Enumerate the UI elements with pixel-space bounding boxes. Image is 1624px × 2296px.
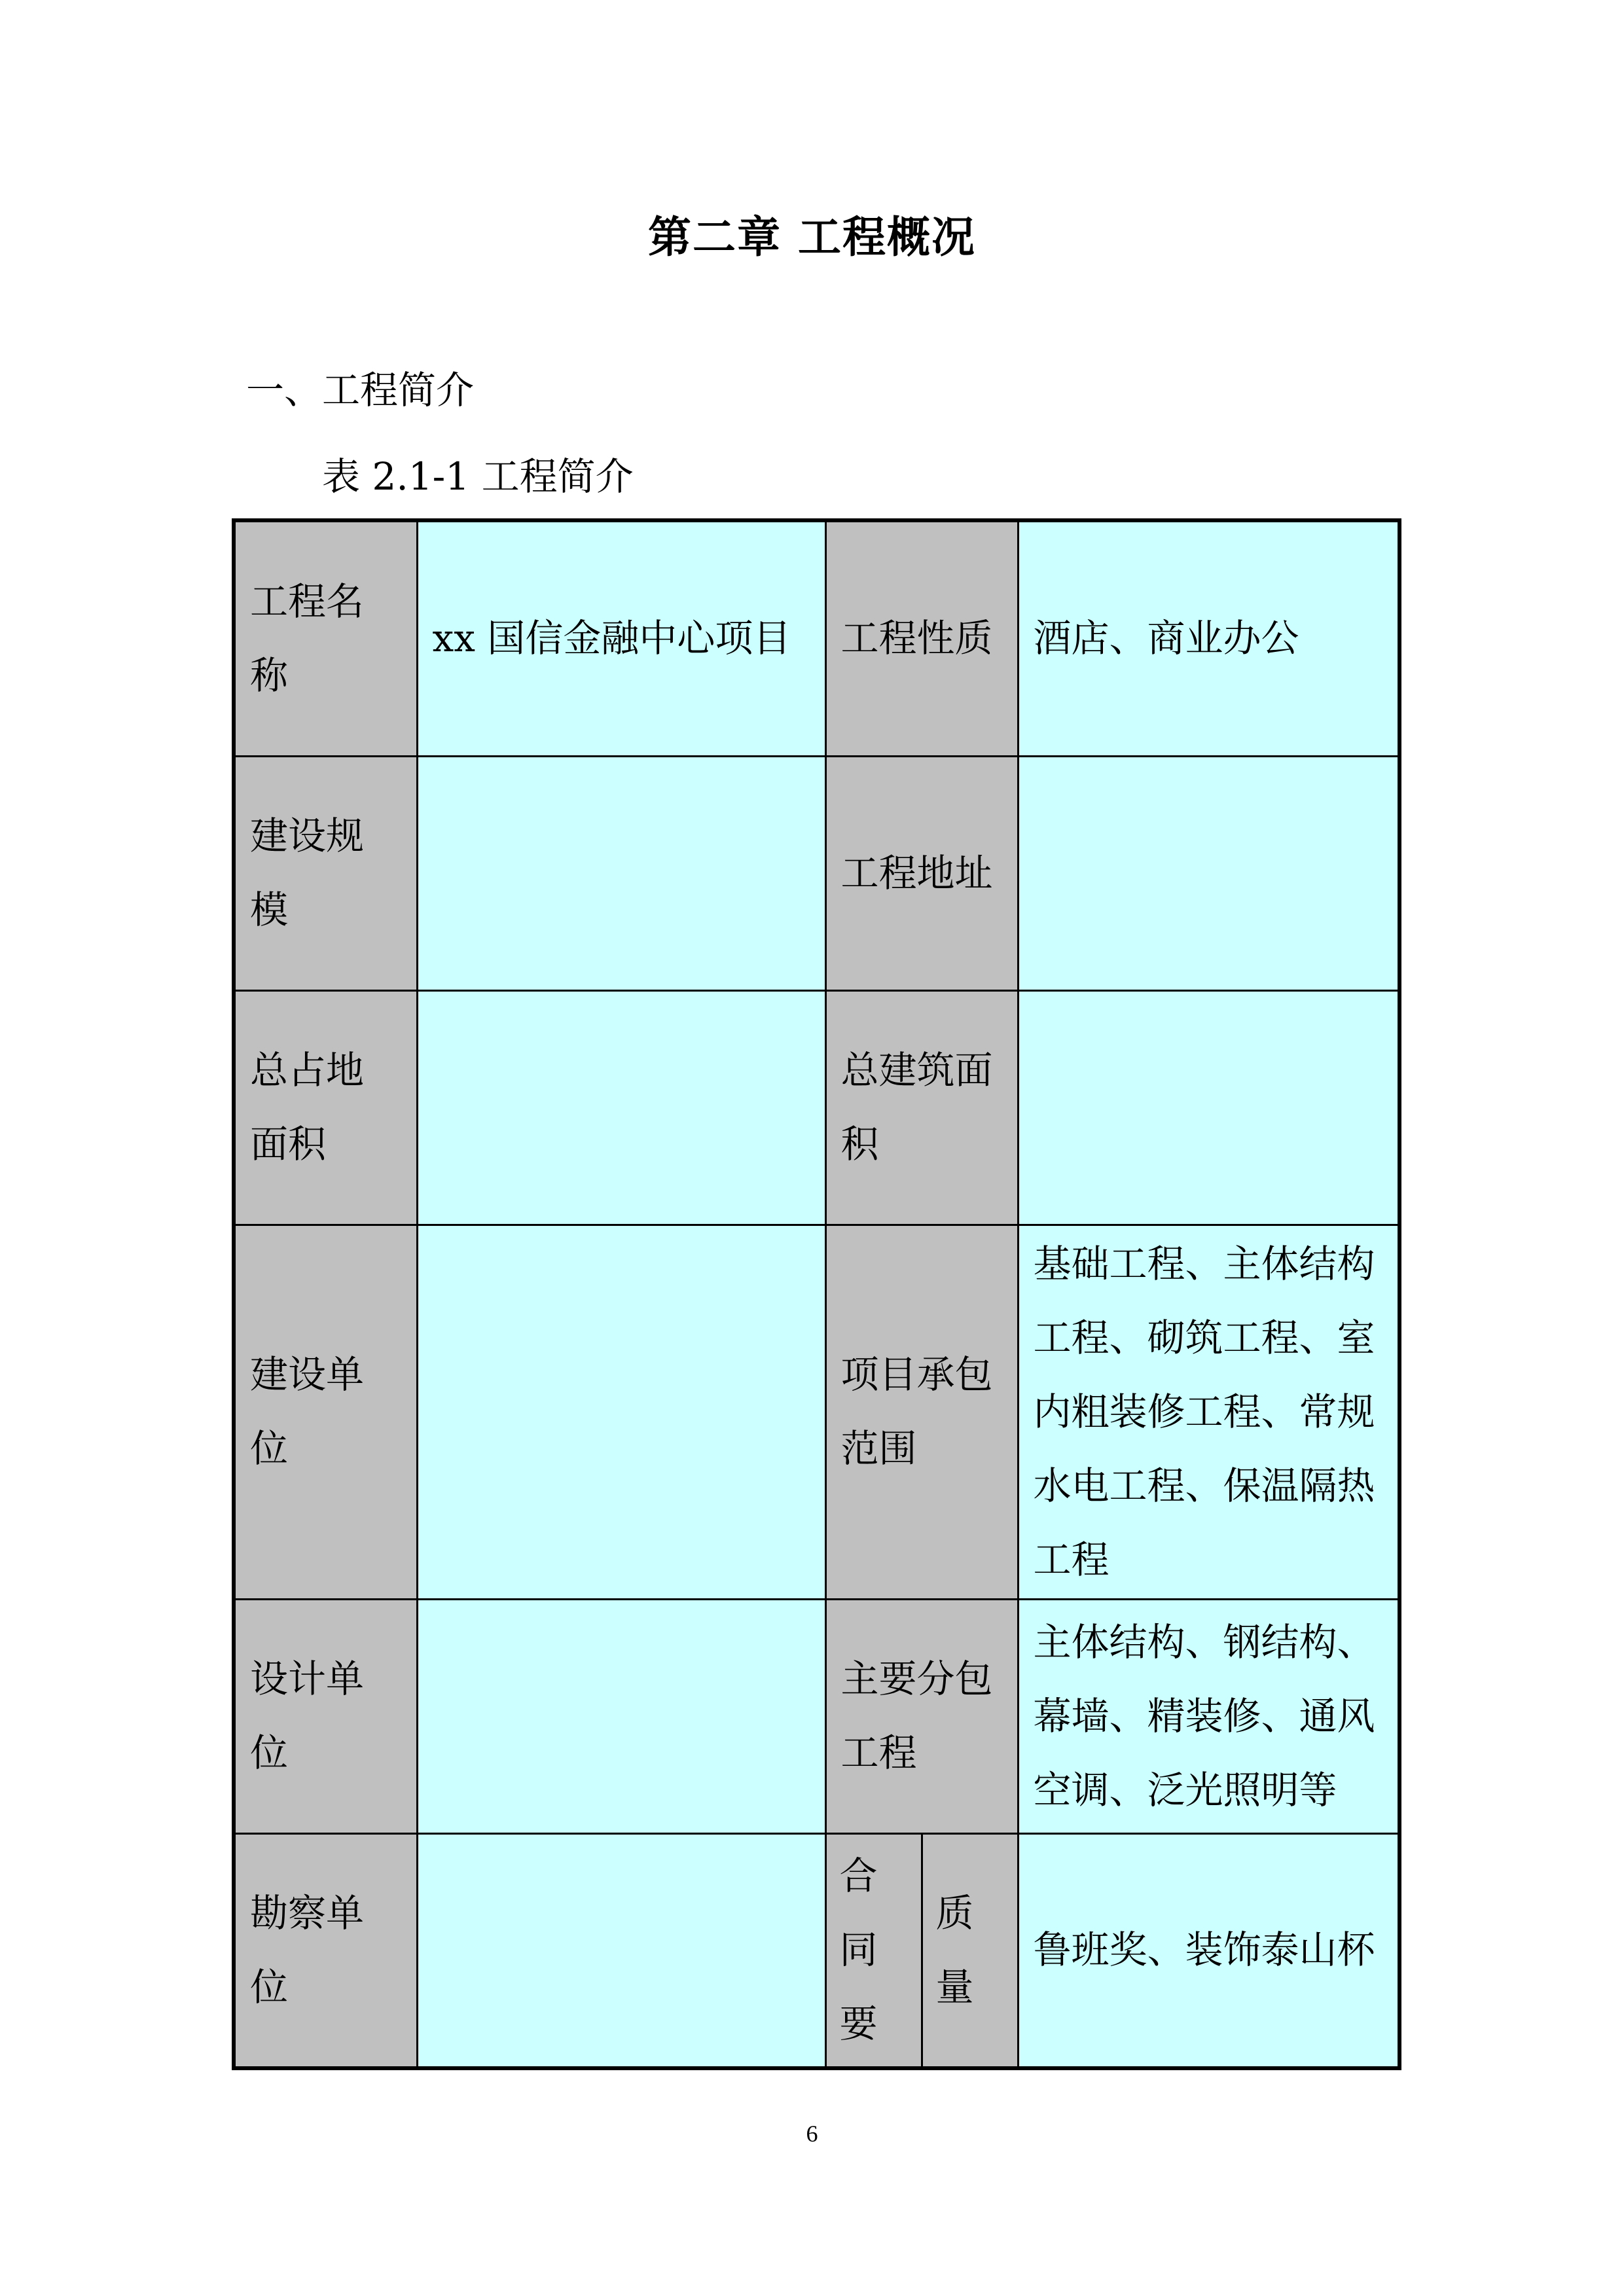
value-design-unit [417,1599,825,1833]
label-total-land-area: 总占地面积 [234,990,417,1225]
label-quality: 质量 [922,1833,1018,2068]
label-project-nature: 工程性质 [825,520,1018,756]
table-row [234,1833,1399,2068]
value-total-floor-area [1018,990,1399,1225]
table-caption: 表 2.1-1 工程简介 [322,454,634,499]
table-row [234,990,1399,1225]
value-survey-unit [417,1833,825,2068]
label-design-unit: 设计单位 [234,1599,417,1833]
label-contract-requirement: 合同要 [825,1833,922,2068]
label-total-floor-area: 总建筑面积 [825,990,1018,1225]
value-construction-scale [417,756,825,990]
label-project-address: 工程地址 [825,756,1018,990]
table-row [234,520,1399,756]
table-row [234,756,1399,990]
value-project-name: xx 国信金融中心项目 [417,520,825,756]
label-contract-scope: 项目承包范围 [825,1225,1018,1599]
label-survey-unit: 勘察单位 [234,1833,417,2068]
value-client-unit [417,1225,825,1599]
value-project-address [1018,756,1399,990]
table-row [234,1599,1399,1833]
value-quality-target: 鲁班奖、装饰泰山杯 [1018,1833,1399,2068]
value-contract-scope: 基础工程、主体结构工程、砌筑工程、室内粗装修工程、常规水电工程、保温隔热工程 [1018,1225,1399,1599]
value-main-subcontracts: 主体结构、钢结构、幕墙、精装修、通风空调、泛光照明等 [1018,1599,1399,1833]
label-main-subcontracts: 主要分包工程 [825,1599,1018,1833]
label-client-unit: 建设单位 [234,1225,417,1599]
project-overview-table [232,518,1401,2070]
value-project-nature: 酒店、商业办公 [1018,520,1399,756]
label-construction-scale: 建设规模 [234,756,417,990]
page-number: 6 [806,2121,818,2147]
section-heading: 一、工程简介 [246,368,475,412]
label-project-name: 工程名称 [234,520,417,756]
table-row [234,1225,1399,1599]
chapter-title: 第二章 工程概况 [648,212,976,262]
value-total-land-area [417,990,825,1225]
